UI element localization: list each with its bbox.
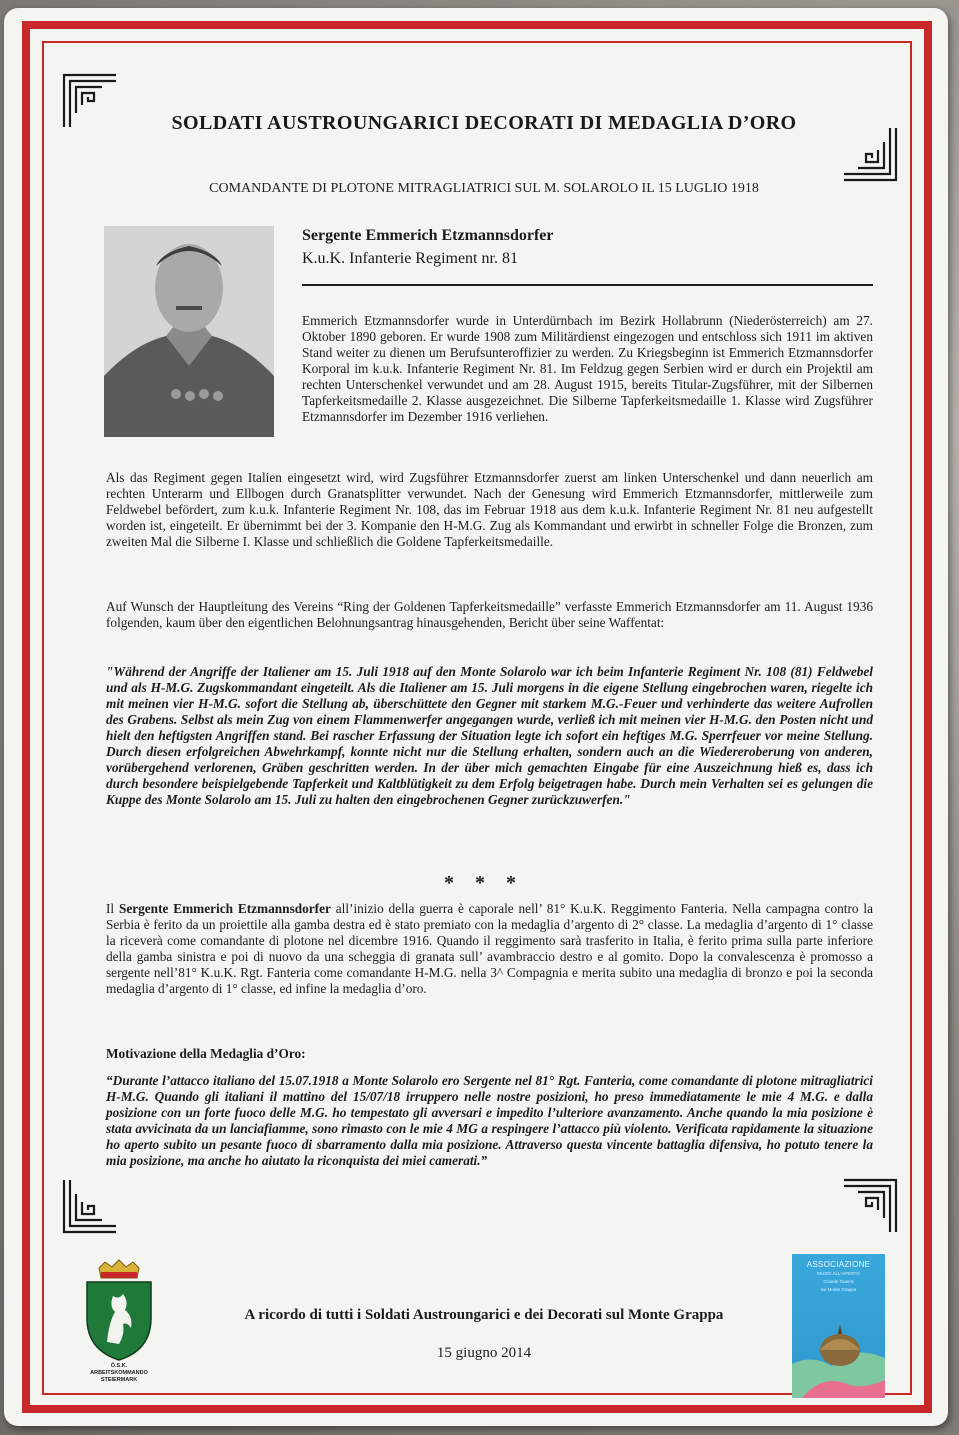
- soldier-portrait: [104, 226, 274, 437]
- motivation-quote: “Durante l’attacco italiano del 15.07.1918 a Monte Solarolo ero Sergente nel 81° Rgt. Fanteria, come comandante di plotone mitragliatrici H-M.G. Quando gli italiani il mattino del 15/07/18 irruppero nelle nostre posizioni, ho preso immediatamente le mie 4 M.G. e dalla posizione con un forte fuoco delle M.G. ho tempestato gli avversari e impedito l’ulteriore avanzamento. Anche quando la mia posizione è stata avvicinata da un lanciafiamme, sono rimasto con le mie 4 MG a respingere l’attacco più violento. Verificata rapidamente la situazione ho aperto subito un pesante fuoco di sbarramento dalla mia posizione. Attraverso questa vincente battaglia difensiva, ho potuto tenere la mia posizione, ma anche ho aiutato la riconquista dei miei camerati.”: [106, 1073, 873, 1168]
- association-logo-icon: [792, 1254, 885, 1398]
- memorial-dedication: A ricordo di tutti i Soldati Austroungarici e dei Decorati sul Monte Grappa: [244, 1307, 724, 1323]
- motivation-heading: Motivazione della Medaglia d’Oro:: [106, 1046, 306, 1061]
- corner-ornament-icon: [62, 1178, 118, 1234]
- soldier-regiment: K.u.K. Infanterie Regiment nr. 81: [302, 250, 518, 267]
- crest-caption-3: STEIERMARK: [100, 1377, 138, 1383]
- german-bio-paragraph-1: Emmerich Etzmannsdorfer wurde in Unterdürnbach im Bezirk Hollabrunn (Niederösterreich) am 27. Oktober 1890 geboren. Er wurde 1908 zum Militärdienst eingezogen und entschloss sich 1911 im aktiven Stand weiter zu dienen um Berufsunteroffizier zu werden. Zu Kriegsbeginn ist Emmerich Etzmannsdorfer Korporal im k.u.k. Infanterie Regiment Nr. 81. Im Feldzug gegen Serbien wird er durch ein Projektil am rechten Unterschenkel verwundet und am 28. August 1915, bereits Titular-Zugsführer, mit der Silbernen Tapferkeitsmedaille 2. Klasse ausgezeichnet. Die Silberne Tapferkeitsmedaille 1. Klasse wird Zugsführer Etzmannsdorfer im Dezember 1916 verliehen.: [302, 313, 873, 424]
- german-bio-paragraph-3: Auf Wunsch der Hauptleitung des Vereins “Ring der Goldenen Tapferkeitsmedaille” verfasste Emmerich Etzmannsdorfer am 11. August 1936 folgenden, kaum über den eigentlichen Belohnungsantrag hinausgehenden, Bericht über seine Waffentat:: [106, 599, 873, 630]
- association-subtitle-2: Grande Guerra: [823, 1279, 854, 1284]
- italian-bio-text: all’inizio della guerra è caporale nell’ 81° K.u.K. Reggimento Fanteria. Nella campagna contro la Serbia è ferito da un proiettile alla gamba destra ed è stato premiato con la medaglia d’argento di 2° classe. La medaglia d’argento di 1° classe la riceverà come comandante di plotone nel dicembre 1916. Quando il reggimento sarà trasferito in Italia, è ferito prima sulla parte inferiore della gamba sinistra e poi di nuovo da una scheggia di granata sull’ avambraccio destro e al gomito. Dopo la convalescenza è promosso a sergente nell’81° K.u.K. Rgt. Fanteria come comandante H-M.G. nella 3^ Compagnia e merita subito una medaglia di bronzo e poi la seconda medaglia d’argento di 1° classe, ed infine la medaglia d’oro.: [106, 901, 873, 996]
- german-bio-paragraph-2: Als das Regiment gegen Italien eingesetzt wird, wird Zugsführer Etzmannsdorfer zuerst am linken Unterschenkel und dann neuerlich am rechten Unterarm und Ellbogen durch Granatsplitter verwundet. Nach der Genesung wird Emmerich Etzmannsdorfer, mittlerweile zum Feldwebel befördert, zum k.u.k. Infanterie Regiment Nr. 108, das im Februar 1918 aus dem k.u.k. Infanterie Regiment Nr. 81 neu aufgestellt worden ist, eingeteilt. Er übernimmt bei der 3. Kompanie den H-M.G. Zug als Kommandant und erwirbt in schneller Folge die Bronzen, zum zweiten Mal die Silberne I. Klasse und schließlich die Goldene Tapferkeitsmedaille.: [106, 470, 873, 549]
- corner-ornament-icon: [842, 1178, 898, 1234]
- association-title: ASSOCIAZIONE: [806, 1260, 871, 1269]
- italian-bio-paragraph: [106, 901, 873, 997]
- german-report-quote: "Während der Angriffe der Italiener am 15. Juli 1918 auf den Monte Solarolo war ich beim Infanterie Regiment Nr. 108 (81) Feldwebel und als H-M.G. Zugskommandant eingeteilt. Als die Italiener am 15. Juli morgens in die eigene Stellung eingebrochen waren, riegelte ich mit meinen vier H-M.G. sofort die Stellung ab, überschüttete den Gegner mit starkem M.G.-Feuer und verhinderte das weitere Aufrollen des Grabens. Selbst als mein Zug von einem Flammenwerfer angegangen wurde, verließ ich mit meinen vier H-M.G. den Posten nicht und hielt den heftigsten Angriffen stand. Bei rascher Erfassung der Situation legte ich sofort ein heftiges M.G. Sperrfeuer vor meine Stellung. Durch diesen erfolgreichen Abwehrkampf, konnte nicht nur die Stellung erhalten, sondern auch an die Wiedereroberung von anderen, vorübergehend verlorenen, Gräben geschritten werden. In der über mich gemachten Eingabe für eine Auszeichnung hieß es, dass ich durch besondere beispielgebende Tapferkeit und Kaltblütigkeit zu dem Erfolg beigetragen habe. Durch mein Verhalten sei es gelungen die Kuppe des Monte Solarolo am 15. Juli zu halten den eingebrochenen Gegner zurückzuwerfen.": [106, 664, 873, 807]
- memorial-date: 15 giugno 2014: [436, 1345, 532, 1361]
- association-subtitle-1: MUSEI ALL'APERTO: [817, 1271, 860, 1276]
- association-subtitle-3: sul Monte Grappa: [820, 1287, 857, 1292]
- divider-rule: [302, 284, 873, 286]
- italian-bio-lead: Il: [106, 901, 119, 916]
- soldier-name: Sergente Emmerich Etzmannsdorfer: [302, 227, 554, 244]
- styria-crest-icon: [79, 1258, 159, 1398]
- plaque-subtitle: COMANDANTE DI PLOTONE MITRAGLIATRICI SUL M. SOLAROLO IL 15 LUGLIO 1918: [209, 181, 759, 196]
- memorial-plaque: [4, 8, 948, 1426]
- italian-bio-name: Sergente Emmerich Etzmannsdorfer: [118, 901, 331, 916]
- crest-caption-1: Ö.S.K.: [110, 1363, 128, 1369]
- crest-caption-2: ARBEITSKOMMANDO: [90, 1370, 148, 1376]
- plaque-title: SOLDATI AUSTROUNGARICI DECORATI DI MEDAGLIA D’ORO: [171, 112, 797, 134]
- section-separator: * * *: [444, 872, 524, 894]
